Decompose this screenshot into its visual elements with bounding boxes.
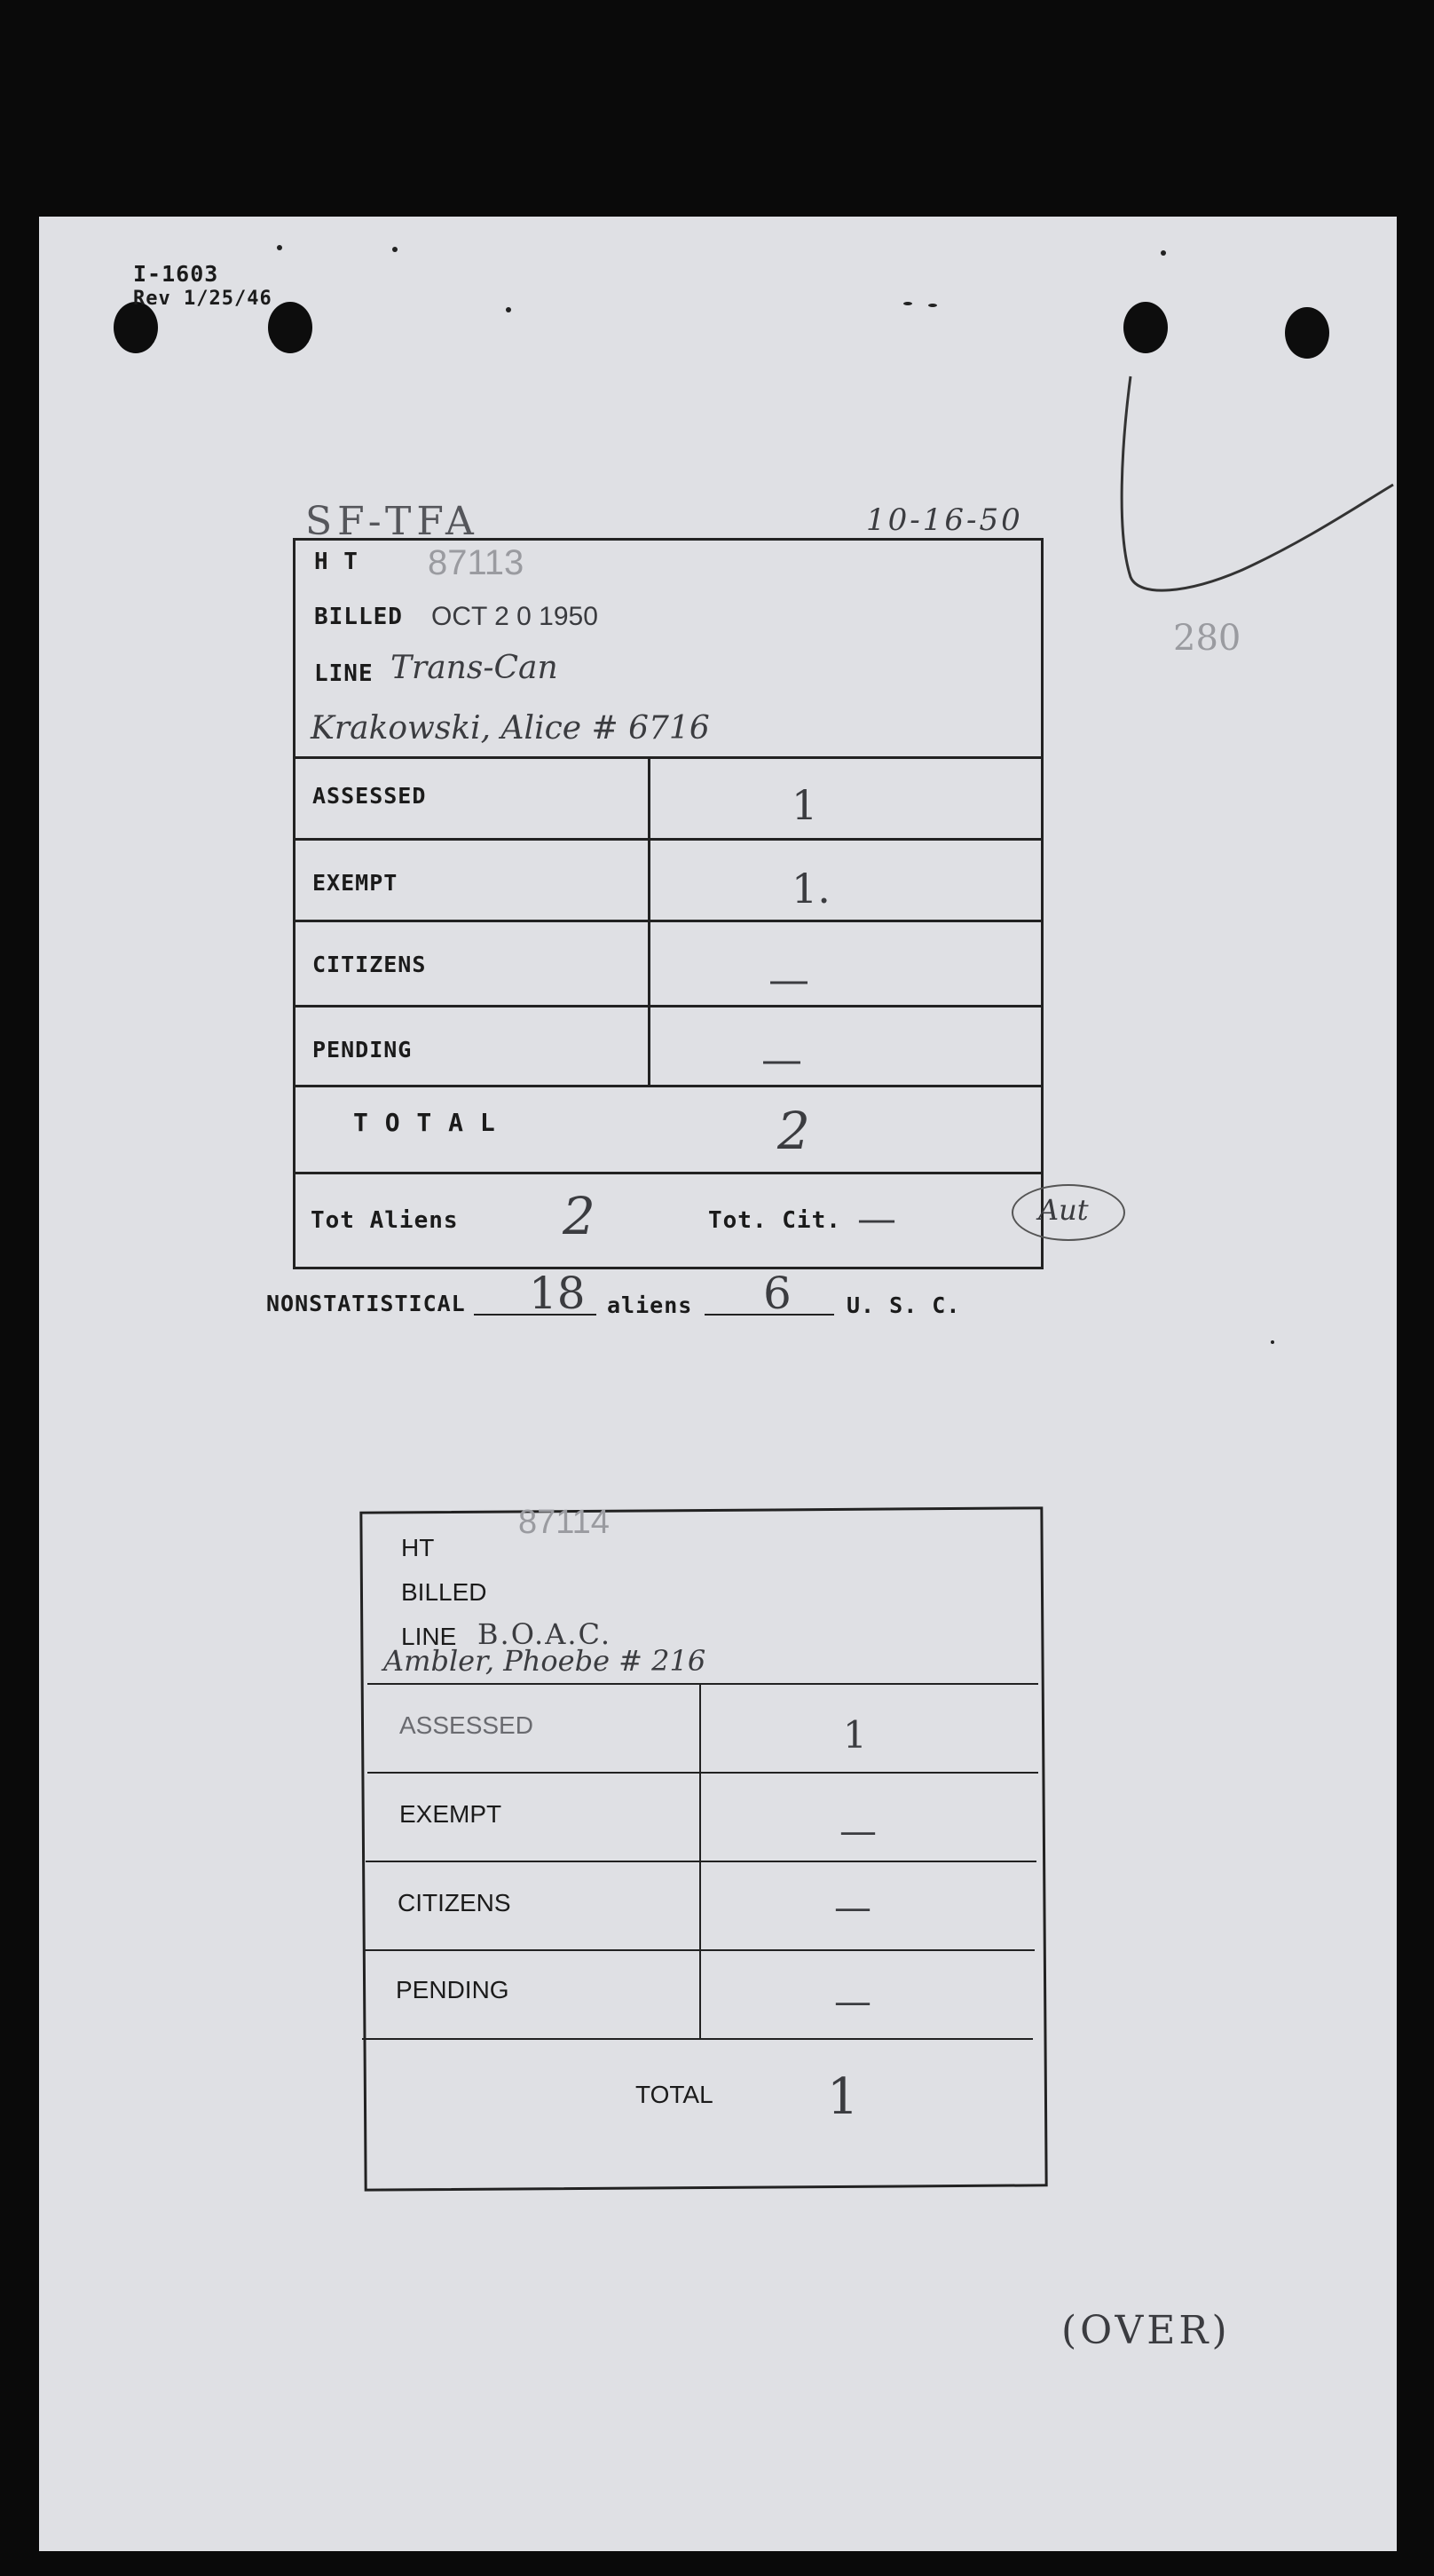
divider — [293, 1085, 1044, 1087]
citizens-value: — — [768, 955, 809, 1003]
divider — [362, 2038, 1033, 2040]
divider — [366, 1861, 1036, 1862]
assessed-value: 1 — [792, 781, 818, 829]
over-note: (OVER) — [1061, 2308, 1231, 2353]
exempt-label: EXEMPT — [312, 870, 398, 896]
page-number: 280 — [1173, 618, 1241, 659]
total-value-2: 1 — [827, 2068, 859, 2126]
passenger-name: Krakowski, Alice # 6716 — [311, 710, 710, 747]
line-label-2: LINE — [401, 1623, 457, 1650]
speck — [928, 304, 937, 307]
divider — [293, 756, 1044, 759]
pending-label: PENDING — [312, 1037, 413, 1063]
check-mark-icon — [1109, 364, 1402, 604]
aliens-label: aliens — [607, 1292, 693, 1318]
nonstatistical-aliens-value: 18 — [529, 1268, 586, 1319]
punch-hole — [268, 302, 312, 353]
exempt-value-2: — — [839, 1809, 877, 1853]
assessed-label: ASSESSED — [312, 783, 427, 809]
speck — [1271, 1340, 1274, 1344]
punch-hole — [1285, 307, 1329, 359]
assessed-value-2: 1 — [843, 1713, 867, 1757]
speck — [1161, 250, 1166, 256]
exempt-value: 1. — [792, 865, 831, 913]
nonstatistical-label: NONSTATISTICAL — [266, 1291, 466, 1316]
nonstatistical-usc-value: 6 — [763, 1268, 792, 1319]
billed-label-2: BILLED — [401, 1578, 487, 1606]
tot-cit-value: — — [857, 1197, 896, 1242]
record-date: 10-16-50 — [866, 502, 1023, 538]
tot-aliens-label: Tot Aliens — [311, 1207, 459, 1234]
billed-date-stamp: OCT 2 0 1950 — [431, 602, 598, 631]
total-label-2: TOTAL — [635, 2081, 713, 2108]
tot-cit-label: Tot. Cit. — [708, 1207, 841, 1234]
speck — [277, 245, 282, 250]
line-value: Trans-Can — [390, 650, 558, 686]
billed-label: BILLED — [314, 604, 403, 630]
office-code: SF-TFA — [305, 499, 479, 544]
column-divider — [699, 1683, 701, 2038]
passenger-name-2: Ambler, Phoebe # 216 — [383, 1644, 706, 1678]
circled-note-text: Aut — [1038, 1193, 1089, 1227]
speck — [392, 247, 398, 252]
speck — [506, 307, 511, 312]
tot-aliens-value: 2 — [563, 1186, 595, 1246]
ht-label-2: HT — [401, 1534, 435, 1561]
ht-label: H T — [314, 549, 358, 575]
record-1-card — [293, 538, 1044, 1269]
citizens-label-2: CITIZENS — [398, 1889, 511, 1916]
ht-number: 87113 — [428, 543, 524, 582]
line-value-2: B.O.A.C. — [477, 1617, 612, 1651]
divider — [293, 838, 1044, 841]
pending-value-2: — — [834, 1979, 871, 2023]
line-label: LINE — [314, 660, 374, 687]
divider — [293, 1172, 1044, 1174]
ht-number-2: 87114 — [518, 1504, 610, 1541]
punch-hole — [1123, 302, 1168, 353]
column-divider — [648, 756, 650, 1085]
pending-label-2: PENDING — [396, 1976, 509, 2003]
form-number: I-1603 — [133, 261, 219, 287]
divider — [367, 1772, 1038, 1774]
assessed-label-2: ASSESSED — [399, 1711, 533, 1739]
citizens-label: CITIZENS — [312, 952, 427, 977]
divider — [293, 920, 1044, 922]
exempt-label-2: EXEMPT — [399, 1800, 502, 1828]
divider — [367, 1683, 1038, 1685]
form-revision: Rev 1/25/46 — [133, 288, 272, 310]
divider — [293, 1005, 1044, 1007]
usc-label: U. S. C. — [847, 1292, 961, 1318]
total-label: T O T A L — [353, 1108, 496, 1137]
speck — [903, 302, 912, 305]
total-value: 2 — [777, 1101, 810, 1161]
citizens-value-2: — — [834, 1885, 871, 1929]
pending-value: — — [761, 1035, 802, 1083]
